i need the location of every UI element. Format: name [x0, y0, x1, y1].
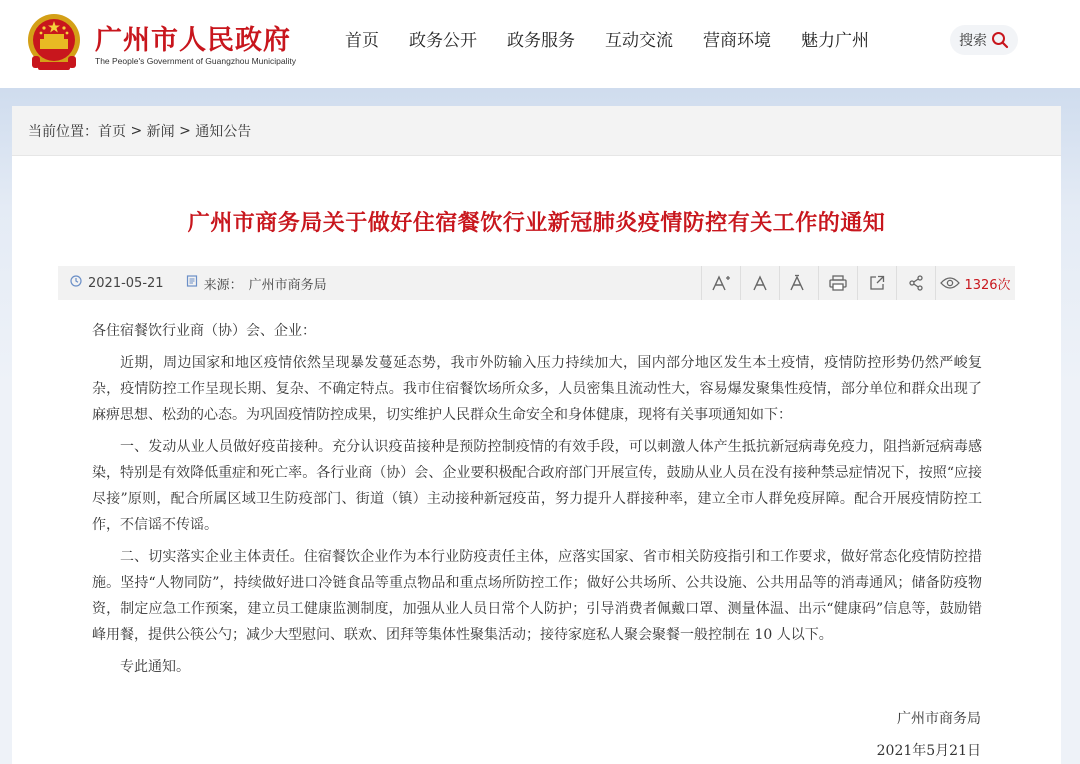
paragraph-intro: 近期，周边国家和地区疫情依然呈现暴发蔓延态势，我市外防输入压力持续加大，国内部分地区发生本土疫情，疫情防控形势仍然严峻复杂，疫情防控工作呈现长期、复杂、不确定特点。我市住宿餐饮场所众多，人员密集且流动性大，容易爆发聚集性疫情，部分单位和群众出现了麻痹思想、松劲的心态。为巩固疫情防控成果，切实维护人民群众生命安全和身体健康，现将有关事项通知如下： — [92, 355, 982, 423]
document-icon — [186, 275, 198, 291]
paragraph-closing: 专此通知。 — [120, 659, 190, 675]
font-normal-icon — [752, 274, 768, 292]
site-title[interactable]: 广州市人民政府 — [95, 25, 291, 56]
article-body — [92, 318, 982, 680]
font-decrease-icon — [789, 274, 809, 292]
clock-icon — [70, 275, 82, 291]
share-button[interactable] — [896, 266, 935, 300]
breadcrumb-prefix: 当前位置： — [28, 123, 98, 140]
article-card — [12, 106, 1061, 764]
search-label: 搜索 — [959, 33, 987, 49]
nav-item-government-services[interactable]: 政务服务 — [507, 31, 575, 51]
font-decrease-button[interactable] — [779, 266, 818, 300]
search-icon — [991, 31, 1009, 49]
view-count-value: 1326次 — [964, 277, 1011, 293]
signature-org: 广州市商务局 — [897, 711, 981, 727]
share-icon — [908, 275, 924, 291]
nav-item-charm-guangzhou[interactable]: 魅力广州 — [801, 31, 869, 51]
font-increase-icon — [711, 274, 731, 292]
nav-item-government-affairs-open[interactable]: 政务公开 — [409, 31, 477, 51]
nav-item-interaction[interactable]: 互动交流 — [605, 31, 673, 51]
print-icon — [829, 275, 847, 291]
salutation: 各住宿餐饮行业商（协）会、企业： — [92, 323, 316, 339]
font-normal-button[interactable] — [740, 266, 779, 300]
source-label: 来源： — [203, 277, 243, 293]
paragraph-item-1: 一、发动从业人员做好疫苗接种。充分认识疫苗接种是预防控制疫情的有效手段，可以刺激人体产生抵抗新冠病毒免疫力，阻挡新冠病毒感染，特别是有效降低重症和死亡率。各行业商（协）会、企业要积极配合政府部门开展宣传，鼓励从业人员在没有接种禁忌症情况下，按照“应接尽接”原则，配合所属区域卫生防疫部门、街道（镇）主动接种新冠疫苗，努力提升人群接种率，建立全市人群免疫屏障。配合开展疫情防控工作，不信谣不传谣。 — [92, 439, 982, 533]
nav-item-business-environment[interactable]: 营商环境 — [703, 31, 771, 51]
article-meta-bar — [58, 266, 1015, 300]
signature-date: 2021年5月21日 — [876, 743, 981, 759]
publish-date — [70, 275, 164, 291]
nav-item-home[interactable]: 首页 — [345, 31, 379, 51]
national-emblem-icon[interactable] — [24, 12, 84, 74]
breadcrumb-news[interactable]: 新闻 — [146, 123, 175, 140]
print-button[interactable] — [818, 266, 857, 300]
paragraph-item-2: 二、切实落实企业主体责任。住宿餐饮企业作为本行业防疫责任主体，应落实国家、省市相关防疫指引和工作要求，做好常态化疫情防控措施。坚持“人物同防”，持续做好进口冷链食品等重点物品和重点场所防控工作；做好公共场所、公共设施、公共用品等的消毒通风；储备防疫物资，制定应急工作预案，建立员工健康监测制度，加强从业人员日常个人防护；引导消费者佩戴口罩、测量体温、出示“健康码”信息等，鼓励错峰用餐，提供公筷公勺；减少大型慰问、联欢、团拜等集体性聚集活动；接待家庭私人聚会聚餐一般控制在 10 人以下。 — [92, 549, 982, 643]
article-title: 广州市商务局关于做好住宿餐饮行业新冠肺炎疫情防控有关工作的通知 — [187, 211, 886, 236]
breadcrumb-separator: > — [126, 122, 147, 139]
publish-date-value: 2021-05-21 — [88, 275, 164, 291]
font-increase-button[interactable] — [701, 266, 740, 300]
site-header — [0, 0, 1080, 88]
main-nav — [330, 28, 884, 54]
breadcrumb — [12, 106, 1061, 156]
site-subtitle: The People's Government of Guangzhou Municipality — [95, 56, 297, 66]
search-button[interactable] — [950, 25, 1018, 55]
article-toolbar — [701, 266, 1015, 300]
share-window-icon — [869, 275, 885, 291]
breadcrumb-separator: > — [174, 122, 196, 139]
view-count — [935, 266, 1015, 300]
share-window-button[interactable] — [857, 266, 896, 300]
breadcrumb-notices[interactable]: 通知公告 — [195, 123, 252, 140]
eye-icon — [940, 276, 960, 290]
breadcrumb-home[interactable]: 首页 — [98, 123, 126, 140]
source-value: 广州市商务局 — [248, 277, 327, 293]
article-source — [186, 274, 327, 293]
